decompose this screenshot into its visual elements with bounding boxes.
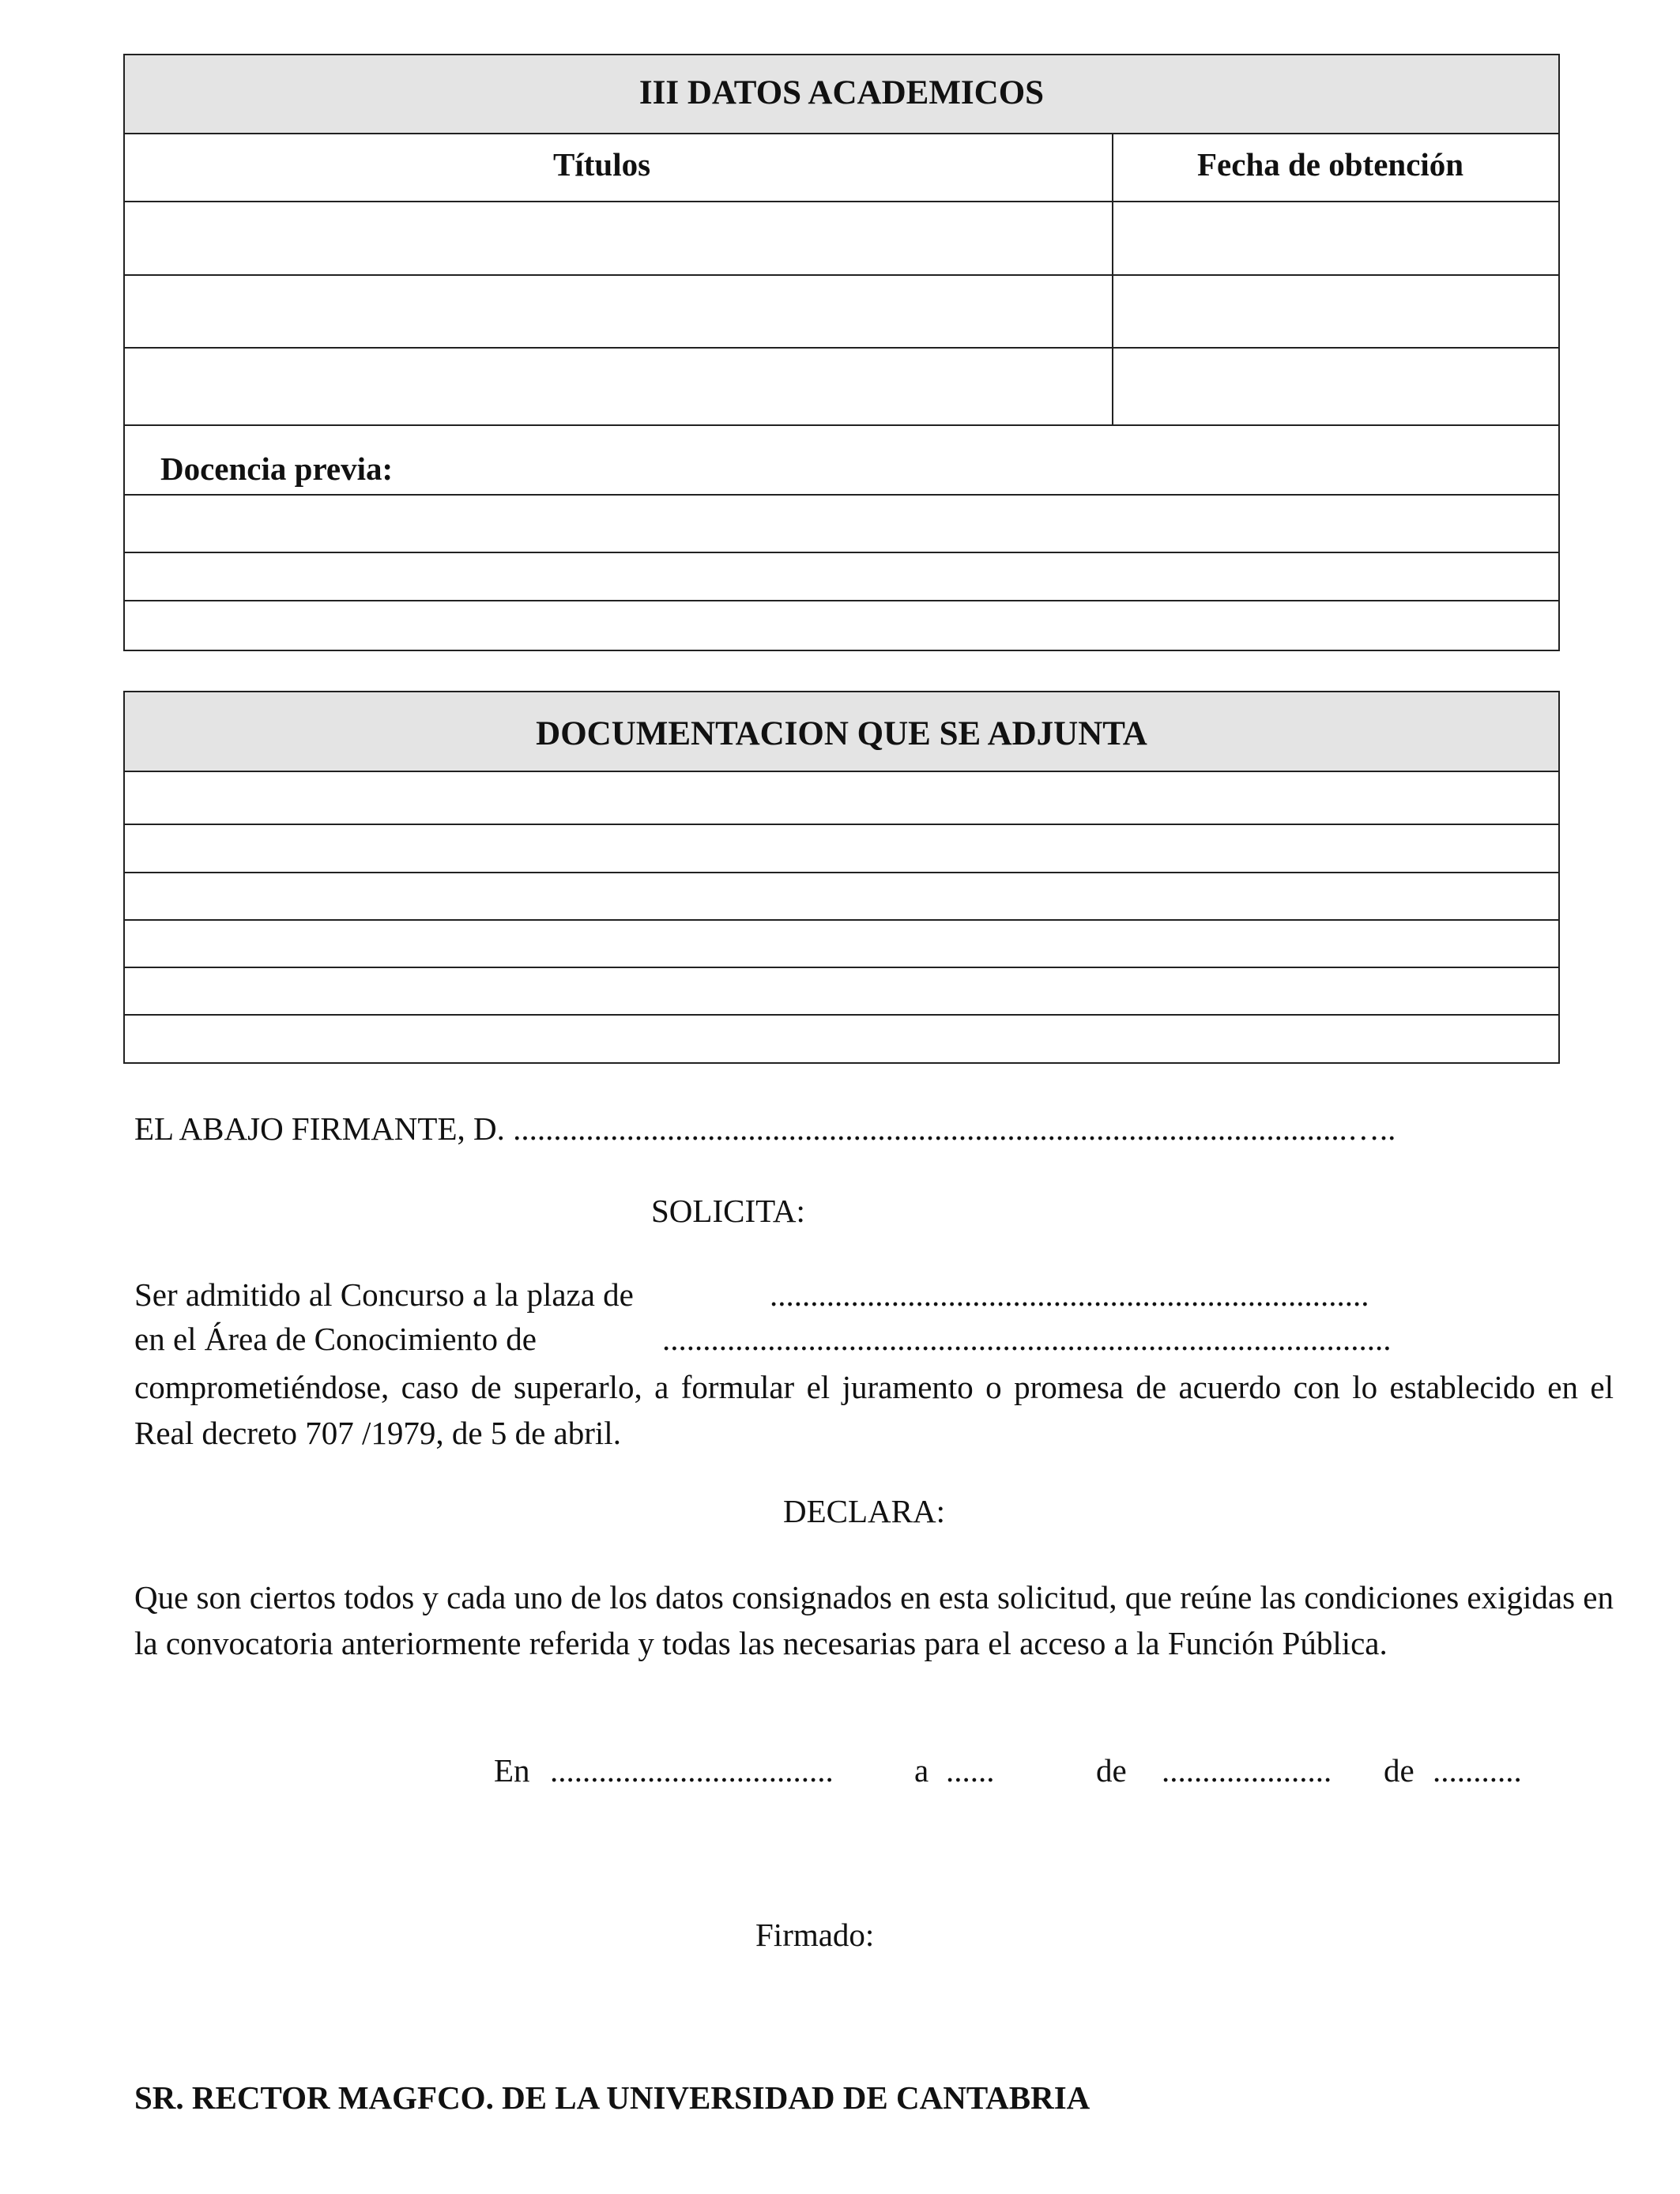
titulo-row-2[interactable] (125, 276, 1558, 349)
documento-row-3[interactable] (125, 873, 1558, 921)
datos-academicos-table (123, 54, 1560, 651)
titulos-column-header: Títulos (553, 146, 651, 183)
documentacion-table (123, 691, 1560, 1064)
titulo-row-1[interactable] (125, 202, 1558, 276)
docencia-previa-label: Docencia previa: (160, 450, 394, 487)
datos-academicos-title: III DATOS ACADEMICOS (638, 74, 1045, 111)
declara-paragraph: Que son ciertos todos y cada uno de los datos consignados en esta solicitud, que reúne las condiciones exigidas en la convocatoria anteriormente referida y todas las necesarias para el acceso a la Función Pública. (134, 1579, 1614, 1661)
date-year-field[interactable]: ........... (1433, 1752, 1522, 1789)
date-en-label: En (494, 1752, 530, 1789)
titulos-header-row (125, 134, 1558, 202)
firmante-line[interactable]: EL ABAJO FIRMANTE, D. .......................................................................................................….. (134, 1110, 1396, 1147)
titulo-row-3[interactable] (125, 349, 1558, 426)
fecha-obtencion-column-header: Fecha de obtención (1197, 146, 1464, 183)
docencia-row-2[interactable] (125, 553, 1558, 601)
docencia-row-3[interactable] (125, 601, 1558, 650)
documento-row-2[interactable] (125, 825, 1558, 873)
addressee: SR. RECTOR MAGFCO. DE LA UNIVERSIDAD DE CANTABRIA (134, 2079, 1090, 2116)
date-de-label-2: de (1384, 1752, 1414, 1789)
docencia-previa-label-row (125, 426, 1558, 496)
documentacion-heading (125, 692, 1558, 772)
date-month-field[interactable]: ..................... (1162, 1752, 1332, 1789)
documento-row-4[interactable] (125, 921, 1558, 968)
documento-row-1[interactable] (125, 772, 1558, 825)
plaza-field[interactable]: .......................................................................... (770, 1276, 1369, 1313)
documento-row-6[interactable] (125, 1016, 1558, 1063)
solicita-heading: SOLICITA: (651, 1193, 805, 1229)
date-day-field[interactable]: ...... (946, 1752, 995, 1789)
documentacion-title: DOCUMENTACION QUE SE ADJUNTA (536, 715, 1147, 752)
datos-academicos-heading (125, 55, 1558, 134)
plaza-label: Ser admitido al Concurso a la plaza de (134, 1276, 634, 1313)
date-place-field[interactable]: ................................... (550, 1752, 834, 1789)
documento-row-5[interactable] (125, 968, 1558, 1016)
firmado-label: Firmado: (755, 1917, 875, 1953)
solicita-paragraph: comprometiéndose, caso de superarlo, a formular el juramento o promesa de acuerdo con lo establecido en el Real decreto 707 /1979, de 5 de abril. (134, 1369, 1614, 1451)
declara-heading: DECLARA: (783, 1493, 945, 1529)
date-de-label-1: de (1096, 1752, 1127, 1789)
docencia-row-1[interactable] (125, 496, 1558, 553)
date-a-label: a (914, 1752, 929, 1789)
area-field[interactable]: .......................................................................................... (662, 1321, 1392, 1357)
area-label: en el Área de Conocimiento de (134, 1321, 537, 1357)
